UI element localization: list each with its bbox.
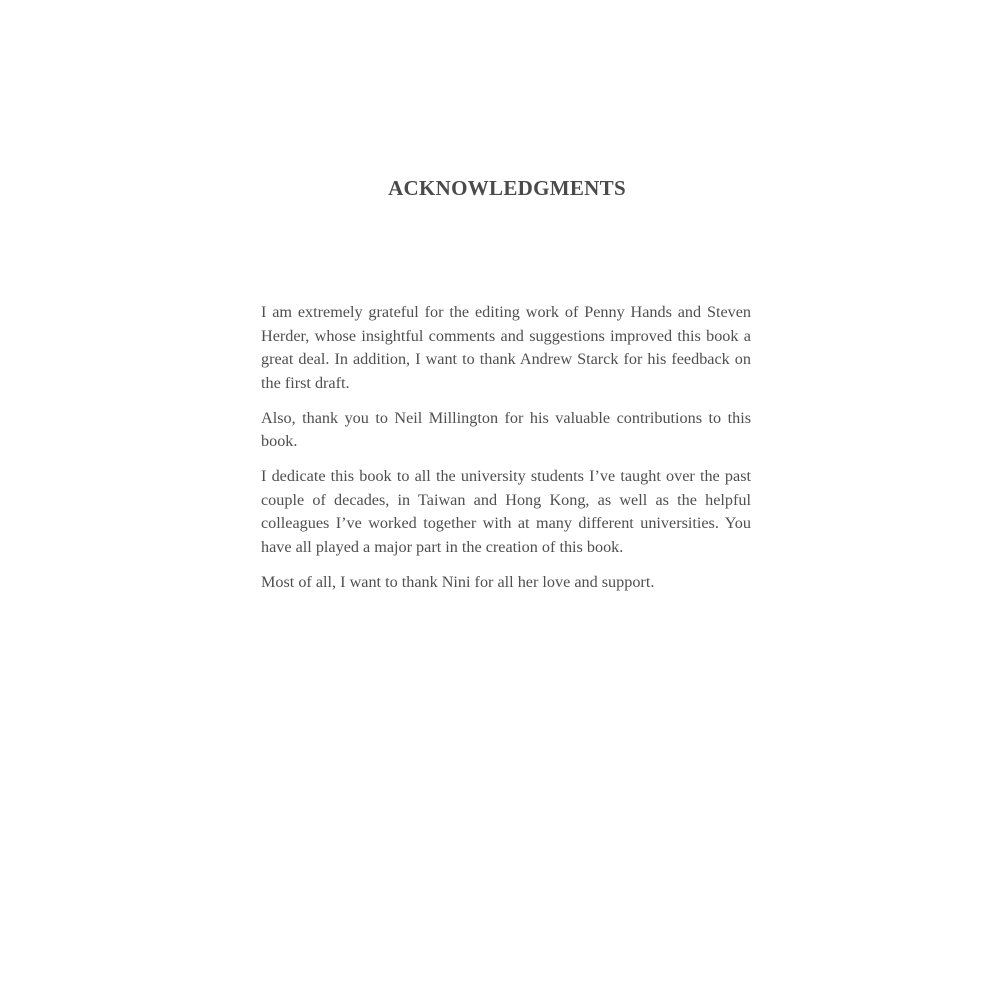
paragraph-contributions: Also, thank you to Neil Millington for his valuable contributions to this book. [261, 408, 751, 450]
page-title: ACKNOWLEDGMENTS [388, 176, 626, 200]
paragraph-editors: I am extremely grateful for the editing work of Penny Hands and Steven Herder, whose insightful comments and suggestions improved this book a great deal. In addition, I want to thank Andrew Starck for his feedback on the first draft. [261, 303, 751, 392]
paragraph-dedication: I dedicate this book to all the university students I’ve taught over the past couple of decades, in Taiwan and Hong Kong, as well as the helpful colleagues I’ve worked together with at many different universities. You have all played a major part in the creation of this book. [261, 467, 751, 556]
paragraph-personal-thanks: Most of all, I want to thank Nini for all her love and support. [261, 572, 655, 591]
acknowledgments-body [261, 301, 751, 606]
